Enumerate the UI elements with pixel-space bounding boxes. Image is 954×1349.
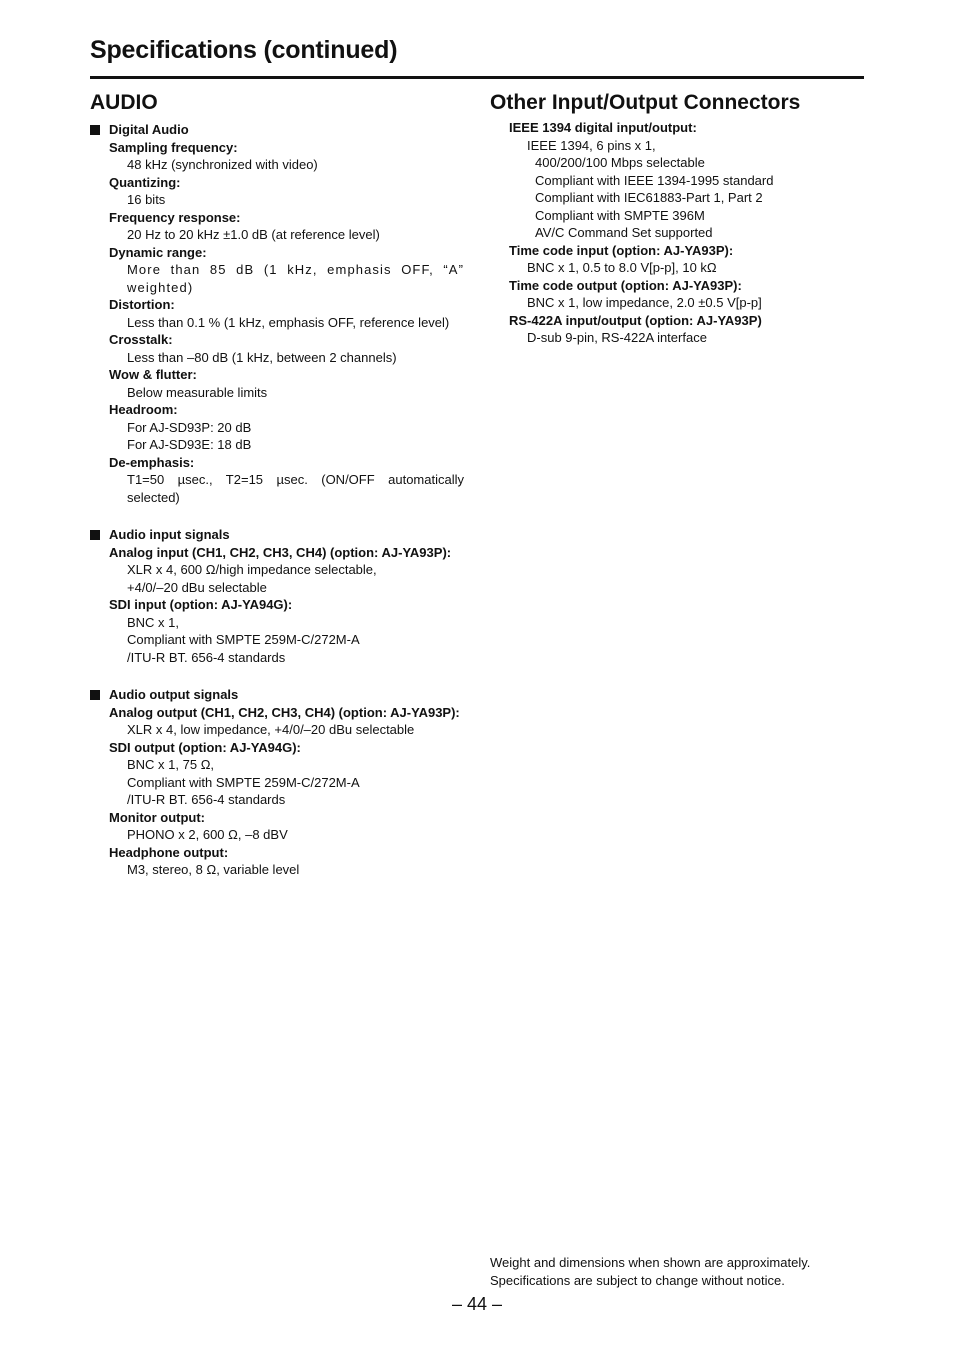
footer-note xyxy=(490,1254,870,1290)
spec-value: AV/C Command Set supported xyxy=(535,225,713,240)
spec-value: BNC x 1, xyxy=(127,614,180,630)
page-title: Specifications (continued) xyxy=(90,36,398,64)
square-bullet-icon xyxy=(90,530,100,540)
spec-value: IEEE 1394, 6 pins x 1, xyxy=(527,137,656,153)
spec-value: 400/200/100 Mbps selectable xyxy=(535,155,705,170)
spec-value: 20 Hz to 20 kHz ±1.0 dB (at reference level) xyxy=(127,227,380,242)
group-title-text: Audio input signals xyxy=(109,527,230,542)
spec-value: BNC x 1, 75 Ω, xyxy=(127,757,215,772)
spec-value: 48 kHz (synchronized with video) xyxy=(127,157,318,172)
spec-value: Less than 0.1 % (1 kHz, emphasis OFF, reference level) xyxy=(127,314,450,330)
spec-value: Less than –80 dB (1 kHz, between 2 channels) xyxy=(127,349,397,365)
spec-value: More than 85 dB (1 kHz, emphasis OFF, “A” weighted) xyxy=(127,262,464,295)
footer-line: Weight and dimensions when shown are approximately. xyxy=(490,1255,811,1270)
digital-audio-group xyxy=(90,121,464,506)
spec-label: Time code output (option: AJ-YA93P): xyxy=(509,277,742,293)
spec-value: D-sub 9-pin, RS-422A interface xyxy=(527,330,707,345)
spec-label: Headroom: xyxy=(109,402,178,417)
audio-column xyxy=(90,90,464,899)
spec-value: For AJ-SD93P: 20 dB xyxy=(127,419,252,435)
spec-label: Dynamic range: xyxy=(109,244,207,260)
spec-value: PHONO x 2, 600 Ω, –8 dBV xyxy=(127,827,288,842)
audio-output-group xyxy=(90,686,464,879)
spec-label: SDI output (option: AJ-YA94G): xyxy=(109,739,301,755)
spec-value: /ITU-R BT. 656-4 standards xyxy=(127,792,286,807)
audio-heading: AUDIO xyxy=(90,91,158,114)
spec-label: IEEE 1394 digital input/output: xyxy=(509,120,697,135)
square-bullet-icon xyxy=(90,690,100,700)
connectors-column xyxy=(490,90,870,347)
connectors-heading: Other Input/Output Connectors xyxy=(490,91,801,114)
spec-value: XLR x 4, 600 Ω/high impedance selectable, xyxy=(127,562,377,577)
spec-value: +4/0/–20 dBu selectable xyxy=(127,579,267,595)
digital-audio-title xyxy=(90,121,464,139)
footer-line: Specifications are subject to change without notice. xyxy=(490,1273,785,1288)
spec-label: Sampling frequency: xyxy=(109,139,238,155)
spec-value: Compliant with SMPTE 259M-C/272M-A xyxy=(127,632,360,647)
spec-label: Crosstalk: xyxy=(109,332,173,347)
spec-value: XLR x 4, low impedance, +4/0/–20 dBu selectable xyxy=(127,722,415,737)
spec-value: BNC x 1, 0.5 to 8.0 V[p-p], 10 kΩ xyxy=(527,260,717,275)
spec-label: RS-422A input/output (option: AJ-YA93P) xyxy=(509,312,762,328)
audio-output-title xyxy=(90,686,464,704)
spec-value: Below measurable limits xyxy=(127,384,268,400)
spec-value: 16 bits xyxy=(127,192,166,207)
spec-label: Analog input (CH1, CH2, CH3, CH4) (option: AJ-YA93P): xyxy=(109,544,452,560)
spec-label: SDI input (option: AJ-YA94G): xyxy=(109,597,293,612)
spec-label: Distortion: xyxy=(109,297,175,312)
spec-value: BNC x 1, low impedance, 2.0 ±0.5 V[p-p] xyxy=(527,295,762,310)
spec-label: Monitor output: xyxy=(109,809,206,825)
spec-value: Compliant with IEC61883-Part 1, Part 2 xyxy=(535,190,763,205)
spec-value: Compliant with IEEE 1394-1995 standard xyxy=(535,172,774,188)
title-rule xyxy=(90,76,864,79)
spec-label: Quantizing: xyxy=(109,174,181,190)
spec-value: /ITU-R BT. 656-4 standards xyxy=(127,649,286,665)
spec-label: Headphone output: xyxy=(109,844,229,860)
spec-value: T1=50 µsec., T2=15 µsec. (ON/OFF automatically selected) xyxy=(127,472,464,505)
page-number: – 44 – xyxy=(451,1294,503,1314)
square-bullet-icon xyxy=(90,125,100,135)
spec-value: Compliant with SMPTE 396M xyxy=(535,207,705,223)
spec-value: Compliant with SMPTE 259M-C/272M-A xyxy=(127,774,360,790)
spec-value: M3, stereo, 8 Ω, variable level xyxy=(127,862,300,877)
spec-value: For AJ-SD93E: 18 dB xyxy=(127,437,252,452)
spec-label: Frequency response: xyxy=(109,209,241,225)
spec-label: Time code input (option: AJ-YA93P): xyxy=(509,242,734,258)
audio-input-title xyxy=(90,526,464,544)
spec-label: De-emphasis: xyxy=(109,454,195,470)
group-title-text: Digital Audio xyxy=(109,122,189,137)
audio-input-group xyxy=(90,526,464,666)
group-title-text: Audio output signals xyxy=(109,687,239,702)
spec-label: Analog output (CH1, CH2, CH3, CH4) (option: AJ-YA93P): xyxy=(109,704,460,720)
spec-label: Wow & flutter: xyxy=(109,367,197,382)
